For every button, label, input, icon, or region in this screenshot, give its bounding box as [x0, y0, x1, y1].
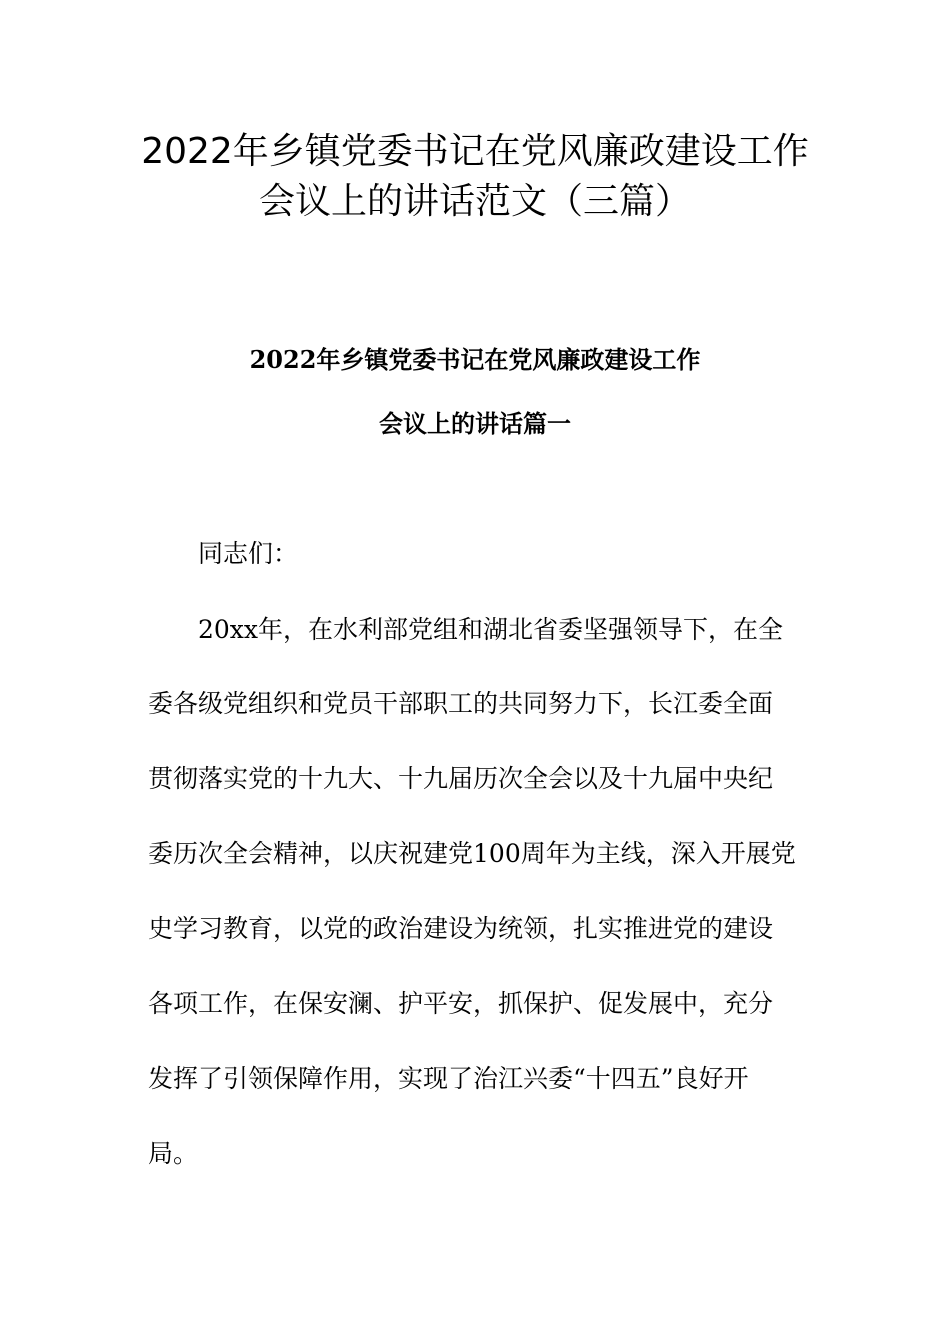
- section-title-line-1: 2022年乡镇党委书记在党风廉政建设工作: [249, 345, 701, 374]
- paragraph-line: 发挥了引领保障作用，实现了治江兴委“十四五”良好开: [148, 1064, 749, 1093]
- section-title-line-2: 会议上的讲话篇一: [379, 409, 571, 438]
- salutation: 同志们：: [198, 539, 299, 568]
- paragraph-line: 局。: [148, 1139, 199, 1168]
- paragraph-line: 史学习教育，以党的政治建设为统领，扎实推进党的建设: [148, 914, 774, 943]
- main-title-line-1: 2022年乡镇党委书记在党风廉政建设工作: [141, 131, 809, 172]
- paragraph-line: 委历次全会精神，以庆祝建党100周年为主线，深入开展党: [148, 839, 796, 868]
- paragraph-line: 各项工作，在保安澜、护平安，抓保护、促发展中，充分: [148, 989, 774, 1018]
- paragraph-line: 贯彻落实党的十九大、十九届历次全会以及十九届中央纪: [148, 764, 774, 793]
- paragraph-line: 20xx年，在水利部党组和湖北省委坚强领导下，在全: [198, 615, 784, 644]
- paragraph-line: 委各级党组织和党员干部职工的共同努力下，长江委全面: [148, 689, 774, 718]
- main-title-line-2: 会议上的讲话范文（三篇）: [258, 181, 691, 222]
